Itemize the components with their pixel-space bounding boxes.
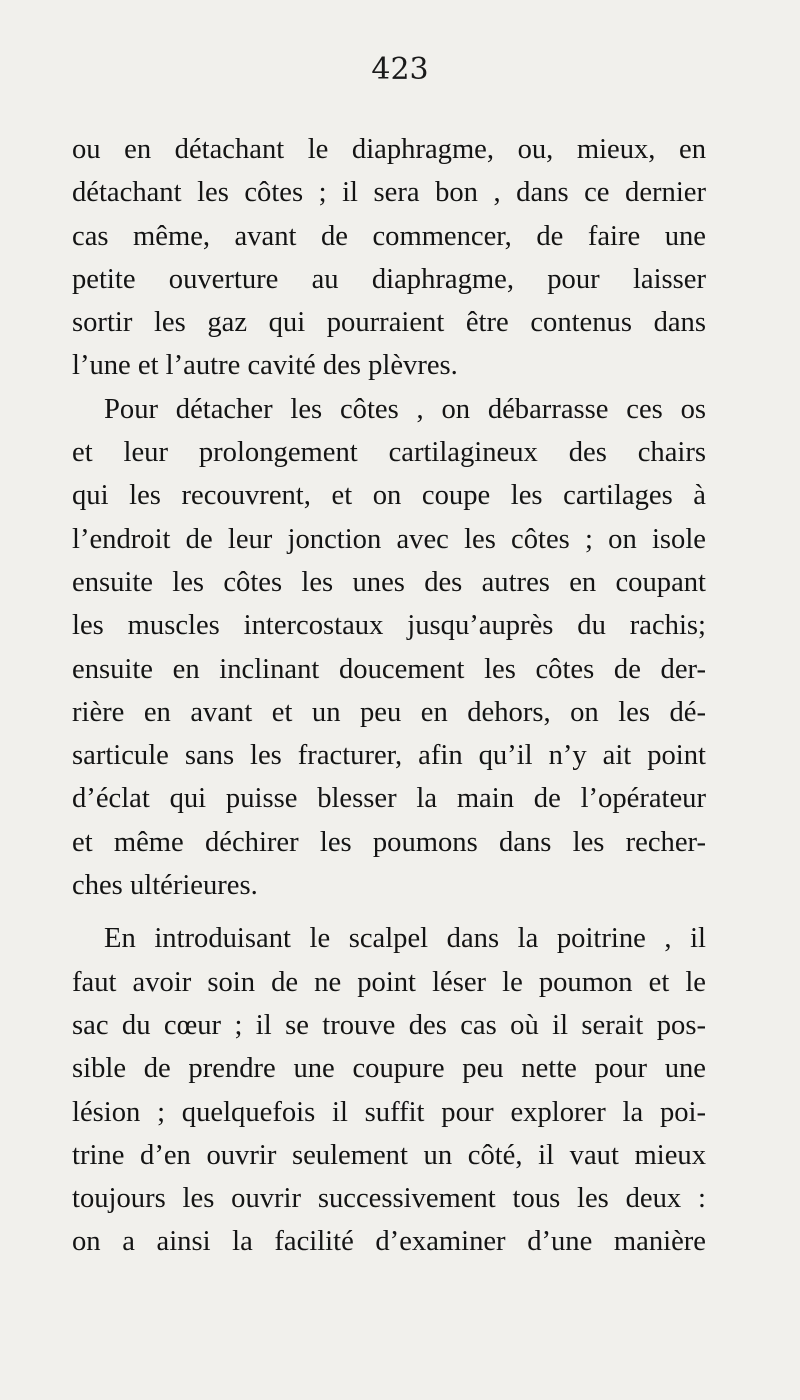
body-text	[72, 128, 706, 1264]
text-line: toujours les ouvrir successivement tous les deux :	[72, 1183, 706, 1215]
text-line: ensuite en inclinant doucement les côtes de der-	[72, 653, 706, 685]
paragraph-1	[72, 128, 706, 388]
text-line: ou en détachant le diaphragme, ou, mieux, en	[72, 134, 706, 165]
paragraph-2	[72, 388, 706, 908]
text-line: Pour détacher les côtes , on débarrasse ces os	[104, 393, 706, 425]
text-line: sortir les gaz qui pourraient être contenus dans	[72, 307, 706, 339]
page-number: 423	[371, 52, 429, 87]
text-line: sac du cœur ; il se trouve des cas où il serait pos-	[72, 1009, 706, 1041]
text-line: lésion ; quelquefois il suffit pour explorer la poi-	[72, 1096, 706, 1128]
text-line: l’une et l’autre cavité des plèvres.	[72, 350, 458, 382]
text-line: sarticule sans les fracturer, afin qu’il n’y ait point	[72, 740, 706, 772]
text-line: ches ultérieures.	[72, 870, 258, 902]
text-line: l’endroit de leur jonction avec les côtes ; on isole	[72, 523, 706, 555]
text-line: petite ouverture au diaphragme, pour laisser	[72, 263, 706, 295]
text-line: d’éclat qui puisse blesser la main de l’opérateur	[72, 783, 706, 815]
text-line: cas même, avant de commencer, de faire une	[72, 220, 706, 252]
text-line: rière en avant et un peu en dehors, on les dé-	[72, 696, 706, 728]
text-line: faut avoir soin de ne point léser le poumon et le	[72, 966, 706, 998]
text-line: trine d’en ouvrir seulement un côté, il vaut mieux	[72, 1139, 706, 1171]
text-line: sible de prendre une coupure peu nette pour une	[72, 1053, 706, 1085]
text-line: qui les recouvrent, et on coupe les cartilages à	[72, 480, 706, 512]
text-line: ensuite les côtes les unes des autres en coupant	[72, 566, 706, 598]
text-line: et leur prolongement cartilagineux des chairs	[72, 437, 706, 469]
text-line: et même déchirer les poumons dans les recher-	[72, 826, 706, 858]
text-line: détachant les côtes ; il sera bon , dans ce dernier	[72, 177, 706, 209]
text-line: les muscles intercostaux jusqu’auprès du rachis;	[72, 610, 706, 642]
paragraph-gap	[72, 907, 706, 917]
paragraph-3	[72, 917, 706, 1263]
text-line: En introduisant le scalpel dans la poitrine , il	[104, 923, 706, 955]
text-line: on a ainsi la facilité d’examiner d’une manière	[72, 1226, 706, 1258]
